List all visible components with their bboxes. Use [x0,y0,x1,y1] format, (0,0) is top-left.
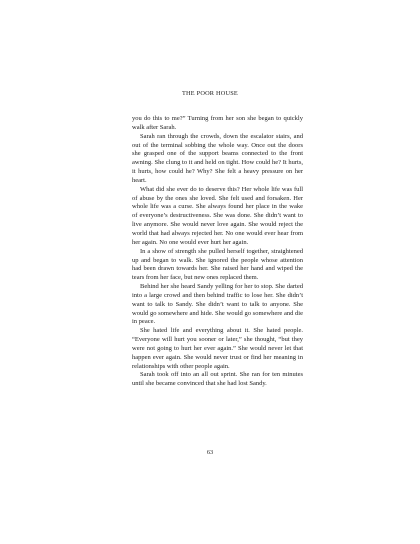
body-text [132,115,303,389]
page-number: 63 [206,449,214,456]
paragraph-5: Behind her she heard Sandy yelling for her to stop. She darted into a large crowd and then behind traffic to lose her. She didn’t want to talk to Sandy. She didn’t want to talk to anyone. She would go somewhere and hide. She would go somewhere and die in peace. [132,283,303,326]
paragraph-7: Sarah took off into an all out sprint. She ran for ten minutes until she became convinced that she had lost Sandy. [132,371,303,388]
paragraph-1: you do this to me?” Turning from her son she began to quickly walk after Sarah. [132,115,303,131]
paragraph-4: In a show of strength she pulled herself together, straightened up and began to walk. She ignored the people whose attention had been drawn towards her. She raised her hand and wiped the tears from her face, but new ones replaced them. [132,247,303,282]
paragraph-3: What did she ever do to deserve this? Her whole life was full of abuse by the ones she loved. She felt used and forsaken. Her whole life was a curse. She always found her place in the wake of everyone’s destructiveness. She was done. She didn’t want to live anymore. She would never love again. She would reject the world that had always rejected her. No one would ever hear from her again. No one would ever hurt her again. [132,185,303,246]
running-head: THE POOR HOUSE [182,90,238,97]
paragraph-6: She hated life and everything about it. She hated people. “Everyone will hurt you sooner or later,” she thought, “but they were not going to hurt her ever again.” She would never let that happen ever again. She would never trust or find her meaning in relationships with other people again. [132,327,303,370]
paragraph-2: Sarah ran through the crowds, down the escalator stairs, and out of the terminal sobbing the whole way. Once out the doors she grasped one of the support beams connected to the front awning. She clung to it and held on tight. How could he? It hurts, it hurts, how could he? Why? She felt a heavy pressure on her heart. [132,132,303,184]
